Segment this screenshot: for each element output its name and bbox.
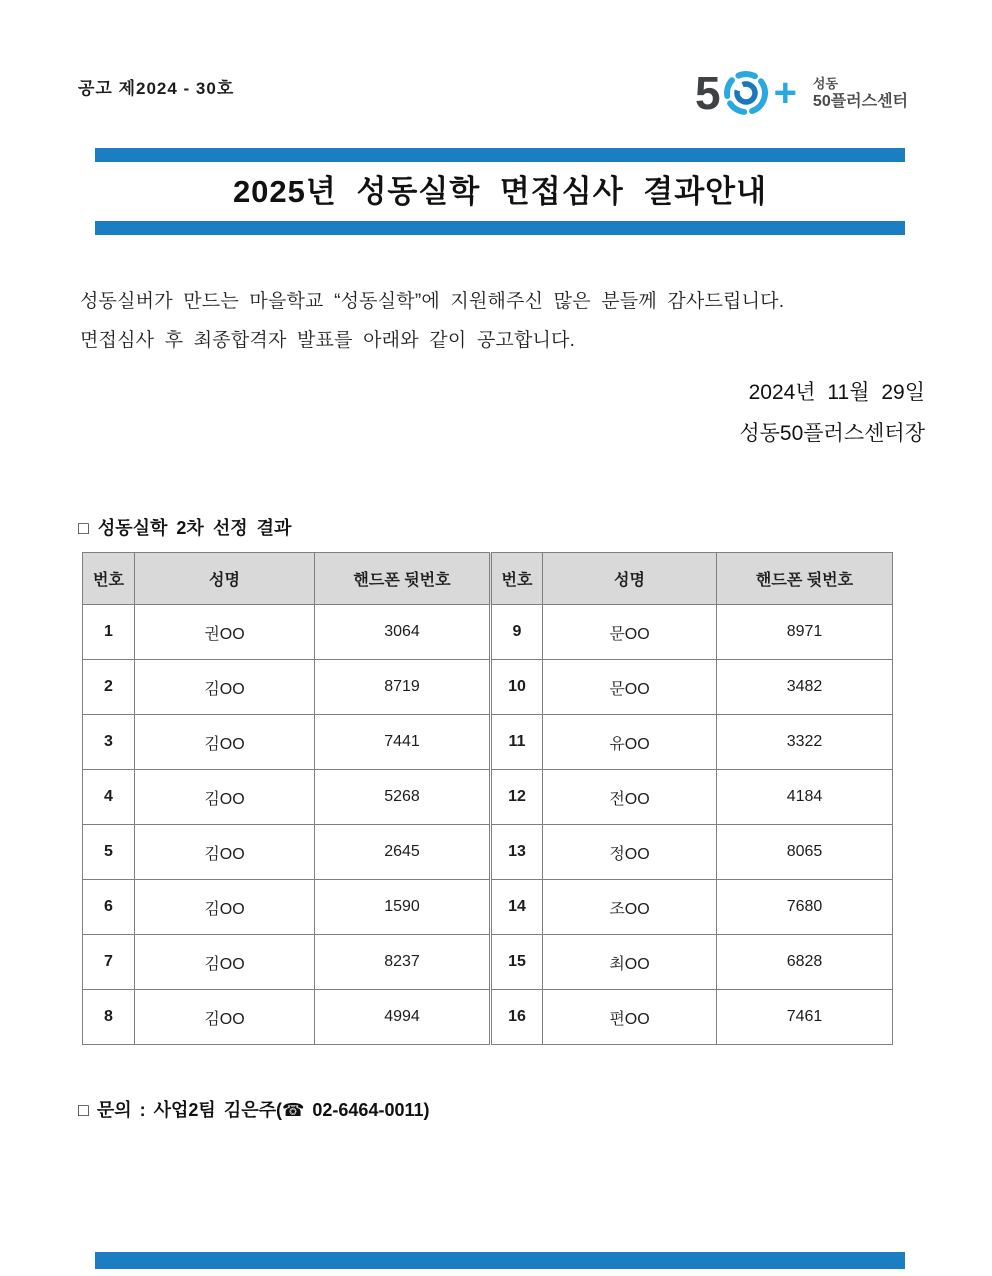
logo-plus-icon: +	[773, 71, 797, 115]
cell-name: 권OO	[135, 605, 315, 660]
cell-name-2: 문OO	[543, 605, 717, 660]
cell-name: 김OO	[135, 880, 315, 935]
cell-phone: 8719	[315, 660, 491, 715]
table-row	[83, 990, 893, 1045]
cell-phone-2: 3322	[717, 715, 893, 770]
col-header-phone-2: 핸드폰 뒷번호	[717, 553, 893, 605]
notice-number: 공고 제2024 - 30호	[78, 79, 235, 98]
cell-phone-2: 7680	[717, 880, 893, 935]
cell-name-2: 편OO	[543, 990, 717, 1045]
cell-name: 김OO	[135, 660, 315, 715]
logo-target-icon	[723, 70, 769, 116]
cell-phone: 7441	[315, 715, 491, 770]
cell-no-2: 9	[491, 605, 543, 660]
cell-no: 5	[83, 825, 135, 880]
cell-name-2: 전OO	[543, 770, 717, 825]
col-header-name-2: 성명	[543, 553, 717, 605]
cell-name-2: 조OO	[543, 880, 717, 935]
cell-name-2: 정OO	[543, 825, 717, 880]
table-row	[83, 770, 893, 825]
results-table-wrap	[82, 552, 892, 1045]
page-title: 2025년 성동실학 면접심사 결과안내	[232, 174, 768, 209]
cell-no: 2	[83, 660, 135, 715]
body-line-2: 면접심사 후 최종합격자 발표를 아래와 같이 공고합니다.	[80, 330, 576, 351]
cell-no-2: 14	[491, 880, 543, 935]
cell-no-2: 13	[491, 825, 543, 880]
col-header-phone: 핸드폰 뒷번호	[315, 553, 491, 605]
cell-name-2: 유OO	[543, 715, 717, 770]
logo-org-name	[813, 76, 908, 111]
cell-phone-2: 7461	[717, 990, 893, 1045]
signature-signer: 성동50플러스센터장	[739, 422, 925, 445]
cell-phone: 1590	[315, 880, 491, 935]
cell-no-2: 12	[491, 770, 543, 825]
cell-no: 8	[83, 990, 135, 1045]
cell-name-2: 최OO	[543, 935, 717, 990]
cell-name-2: 문OO	[543, 660, 717, 715]
title-top-bar	[95, 148, 905, 162]
cell-no: 3	[83, 715, 135, 770]
cell-phone-2: 3482	[717, 660, 893, 715]
logo-org-line2: 50플러스센터	[812, 92, 908, 110]
table-row	[83, 715, 893, 770]
col-header-no-2: 번호	[491, 553, 543, 605]
results-table	[82, 552, 893, 1045]
cell-no: 1	[83, 605, 135, 660]
cell-phone: 5268	[315, 770, 491, 825]
cell-phone: 2645	[315, 825, 491, 880]
table-row	[83, 880, 893, 935]
table-row	[83, 825, 893, 880]
logo-five-text: 5	[694, 67, 719, 119]
cell-phone-2: 6828	[717, 935, 893, 990]
results-section-heading: □ 성동실학 2차 선정 결과	[78, 518, 292, 538]
center-logo	[694, 67, 908, 119]
title-banner	[95, 148, 905, 235]
cell-name: 김OO	[135, 770, 315, 825]
bottom-accent-bar	[95, 1252, 905, 1269]
cell-phone-2: 8065	[717, 825, 893, 880]
cell-phone-2: 8971	[717, 605, 893, 660]
col-header-no: 번호	[83, 553, 135, 605]
signature-block	[739, 372, 925, 454]
cell-no: 4	[83, 770, 135, 825]
cell-no-2: 16	[491, 990, 543, 1045]
cell-no-2: 10	[491, 660, 543, 715]
table-header-row	[83, 553, 893, 605]
title-bottom-bar	[95, 221, 905, 235]
table-row	[83, 605, 893, 660]
body-paragraph	[80, 282, 940, 360]
cell-no: 6	[83, 880, 135, 935]
cell-no: 7	[83, 935, 135, 990]
cell-no-2: 15	[491, 935, 543, 990]
cell-name: 김OO	[135, 825, 315, 880]
signature-date: 2024년 11월 29일	[748, 381, 925, 404]
logo-org-line1: 성동	[812, 75, 839, 91]
col-header-name: 성명	[135, 553, 315, 605]
table-row	[83, 660, 893, 715]
cell-no-2: 11	[491, 715, 543, 770]
cell-phone: 8237	[315, 935, 491, 990]
cell-phone: 3064	[315, 605, 491, 660]
cell-name: 김OO	[135, 990, 315, 1045]
table-row	[83, 935, 893, 990]
cell-phone: 4994	[315, 990, 491, 1045]
cell-name: 김OO	[135, 715, 315, 770]
cell-name: 김OO	[135, 935, 315, 990]
contact-info: □ 문의 : 사업2팀 김은주(☎ 02-6464-0011)	[78, 1100, 430, 1120]
cell-phone-2: 4184	[717, 770, 893, 825]
body-line-1: 성동실버가 만드는 마을학교 “성동실학”에 지원해주신 많은 분들께 감사드립니다.	[80, 291, 785, 312]
